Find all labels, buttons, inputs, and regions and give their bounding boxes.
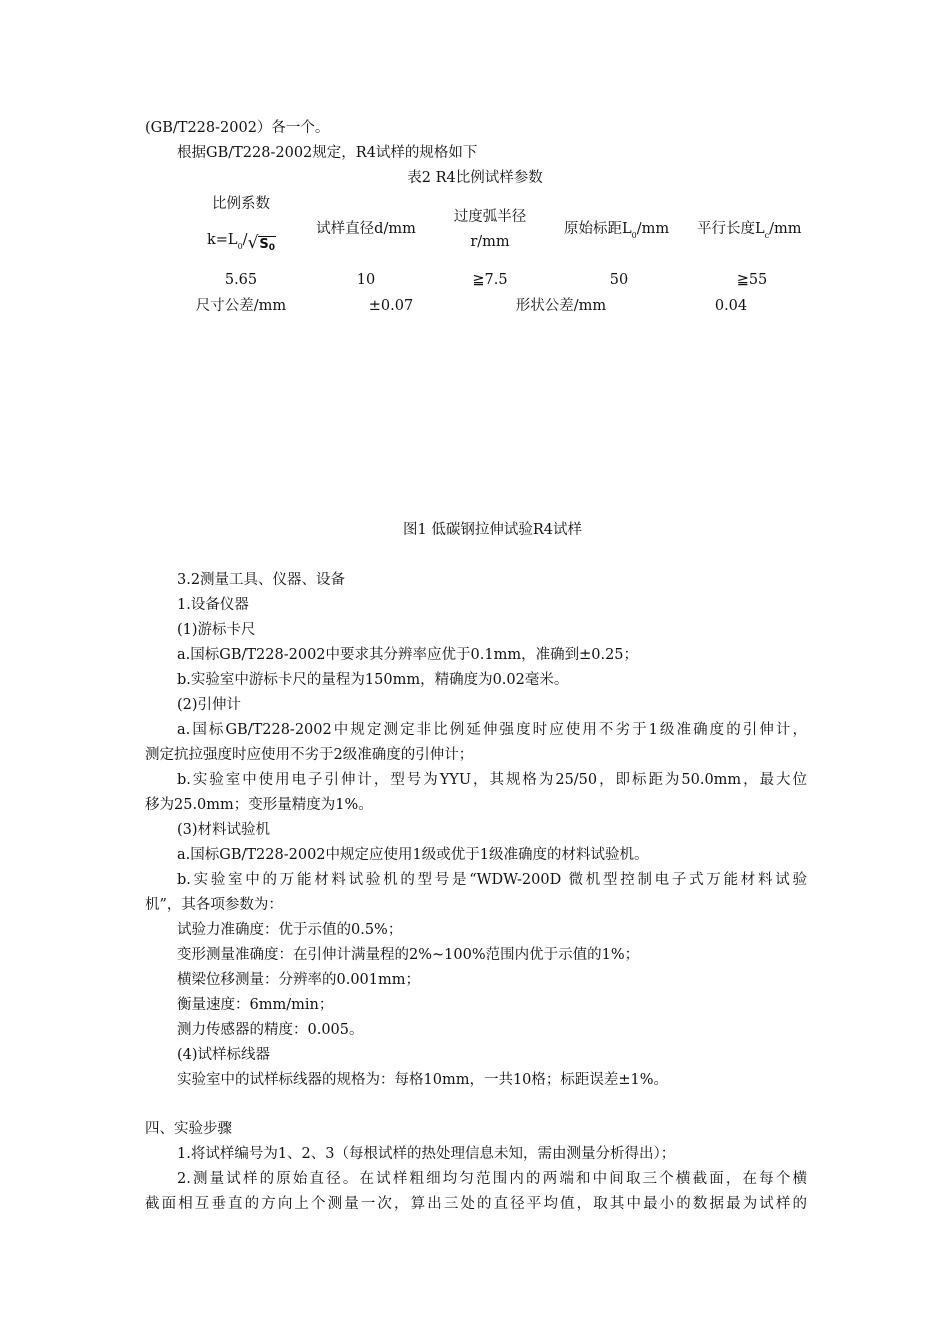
caliper-a: a.国标GB/T228-2002中要求其分辨率应优于0.1mm，准确到±0.25； [177,647,639,663]
formula-prefix: k=L [207,232,238,248]
cell-shape-tolerance-value: 0.04 [714,298,748,314]
step-2-line2: 截面相互垂直的方向上个测量一次，算出三处的直径平均值，取其中最小的数据最为试样的 [145,1196,807,1212]
formula-subscript: 0 [237,242,243,251]
parallel-subscript: c [764,231,770,240]
gauge-subscript: 0 [631,231,637,240]
gauge-prefix: 原始标距L [564,221,632,237]
machine-param-sensor: 测力传感器的精度：0.005。 [177,1022,364,1038]
machine-b-line1: b.实验室中的万能材料试验机的型号是“WDW-200D 微机型控制电子式万能材料试验 [177,872,807,888]
step-2-line1: 2.测量试样的原始直径。在试样粗细均匀范围内的两端和中间取三个横截面，在每个横 [177,1171,807,1187]
figure-caption: 图1 低碳钢拉伸试验R4试样 [403,522,582,538]
cell-ratio-value: 5.65 [224,272,258,288]
extensometer-b-line2: 移为25.0mm；变形量精度为1%。 [145,797,373,813]
machine-param-speed: 衡量速度：6mm/min； [177,997,334,1013]
cell-parallel-value: ≧55 [736,272,768,288]
formula-slash: / [242,232,248,248]
machine-param-deformation: 变形测量准确度：在引伸计满量程的2%~100%范围内优于示值的1%； [177,947,640,963]
machine-a: a.国标GB/T228-2002中规定应使用1级或优于1级准确度的材料试验机。 [177,847,649,863]
cell-shape-tolerance-label: 形状公差/mm [515,298,607,314]
caliper-b: b.实验室中游标卡尺的量程为150mm，精确度为0.02毫米。 [177,672,569,688]
cell-diameter-value: 10 [356,272,376,288]
extensometer-a-line1: a.国标GB/T228-2002中规定测定非比例延伸强度时应使用不劣于1级准确度的引伸计， [177,722,807,738]
machine-param-force: 试验力准确度：优于示值的0.5%； [177,922,403,938]
header-ratio-formula [207,230,276,258]
formula-radicand-subscript: 0 [268,243,276,253]
machine-title: (3)材料试验机 [177,822,271,838]
machine-param-crosshead: 横梁位移测量：分辨率的0.001mm； [177,972,421,988]
header-radius-line2: r/mm [470,234,510,250]
cell-gauge-value: 50 [609,272,629,288]
extensometer-a-line2: 测定抗拉强度时应使用不劣于2级准确度的引伸计； [145,747,474,763]
caliper-title: (1)游标卡尺 [177,622,256,638]
machine-b-line2: 机”，其各项参数为： [145,897,283,913]
extensometer-title: (2)引伸计 [177,697,242,713]
parallel-prefix: 平行长度L [697,221,765,237]
marker-title: (4)试样标线器 [177,1047,271,1063]
table-caption: 表2 R4比例试样参数 [407,170,543,186]
intro-line-1: (GB/T228-2002）各一个。 [145,120,330,136]
gauge-suffix: /mm [636,221,670,237]
header-radius-line1: 过度弧半径 [453,209,527,225]
cell-size-tolerance-label: 尺寸公差/mm [195,298,287,314]
cell-size-tolerance-value: ±0.07 [368,298,414,314]
extensometer-b-line1: b.实验室中使用电子引伸计，型号为YYU，其规格为25/50，即标距为50.0mm，最大位 [177,772,807,788]
square-root-symbol: $√S_0$ [247,233,276,253]
marker-text: 实验室中的试样标线器的规格为：每格10mm，一共10格；标距误差±1%。 [177,1072,669,1088]
formula-radicand: S [259,237,269,252]
header-gauge-length [564,219,669,246]
header-ratio-title: 比例系数 [212,196,270,212]
intro-line-2: 根据GB/T228-2002规定，R4试样的规格如下 [177,145,478,161]
section-3-2-heading: 3.2测量工具、仪器、设备 [177,572,346,588]
header-parallel-length [697,219,802,246]
step-1: 1.将试样编号为1、2、3（每根试样的热处理信息未知，需由测量分析得出）； [177,1146,676,1162]
cell-radius-value: ≧7.5 [472,272,508,288]
header-diameter: 试样直径d/mm [316,221,416,237]
equipment-heading: 1.设备仪器 [177,597,249,613]
section-4-heading: 四、实验步骤 [145,1121,232,1137]
parallel-suffix: /mm [769,221,802,237]
